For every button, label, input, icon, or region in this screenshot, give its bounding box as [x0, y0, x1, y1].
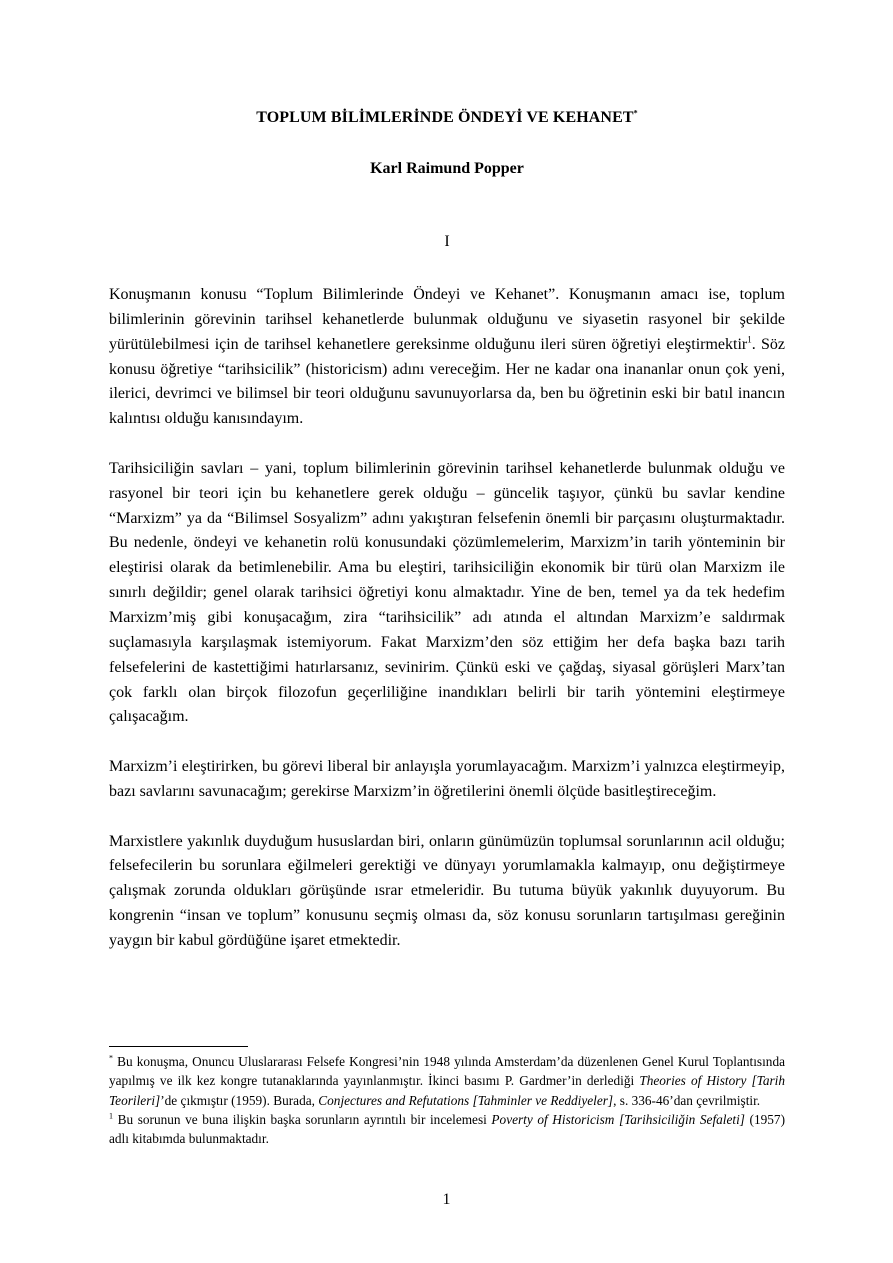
footnote-1-book-title-1: Theories of History [Tarih Teorileri] [109, 1073, 785, 1108]
author-name: Karl Raimund Popper [370, 160, 524, 177]
page-number: 1 [442, 1191, 451, 1208]
section-number: I [444, 233, 450, 250]
paragraph-2: Tarihsiciliğin savları – yani, toplum bilimlerinin görevinin tarihsel kehanetlerde bulunmak olduğu ve rasyonel bir teori için bu kehanetlere gerek olduğu – güncelik taşıyor, çünkü bu savlar kendine “Marxizm” ya da “Bilimsel Sosyalizm” adını yakıştıran felsefenin önemli bir parçasını oluşturmaktadır. Bu nedenle, öndeyi ve kehanetin rolü konusundaki çözümlemelerim, Marxizm’in tarih yönteminin bir eleştirisi olarak da betimlenebilir. Ama bu eleştiri, tarihsiciliğin ekonomik bir türü olan Marxizm ile sınırlı değildir; genel olarak tarihsici öğretiyi konu almaktadır. Yine de ben, temel ya da tek hedefim Marxizm’miş gibi konuşacağım, zira “tarihsicilik” adı atında el altından Marxizm’e saldırmak suçlamasıyla karşılaşmak istemiyorum. Fakat Marxizm’den söz ettiğim her defa başka bazı tarih felsefelerini de kastettiğimi hatırlarsanız, sevinirim. Çünkü eski ve çağdaş, siyasal görüşleri Marx’tan çok farklı olan birçok filozofun geçerliliğine inandıkları belirli bir tarih yöntemini eleştirmeye çalışacağım. [109, 459, 785, 726]
title-footnote-mark: * [633, 108, 638, 118]
paragraph-3: Marxizm’i eleştirirken, bu görevi liberal bir anlayışla yorumlayacağım. Marxizm’i yalnızca eleştirmeyip, bazı savlarını savunacağım; gerekirse Marxizm’in öğretilerini önemli ölçüde basitleştireceğim. [109, 758, 785, 800]
paragraph-1 [109, 283, 785, 432]
footnote-2-text-b: (1957) adlı kitabımda bulunmaktadır. [109, 1111, 785, 1147]
document-title-text: TOPLUM BİLİMLERİNDE ÖNDEYİ VE KEHANET [256, 109, 634, 126]
footnote-1-text-c: , s. 336-46’dan çevrilmiştir. [613, 1092, 761, 1108]
footnote-1-text-b: ’de çıkmıştır (1959). Burada, [160, 1092, 319, 1108]
footnote-2-mark: 1 [109, 1111, 113, 1121]
paragraph-4: Marxistlere yakınlık duyduğum hususlardan biri, onların günümüzün toplumsal sorunlarının acil olduğu; felsefecilerin bu sorunlara eğilmeleri gerektiği ve dünyayı yorumlamakla kalmayıp, onu değiştirmeye çalışmak zorunda oldukları görüşünde ısrar etmeleridir. Bu tutuma büyük yakınlık duyuyorum. Bu kongrenin “insan ve toplum” konusunu seçmiş olması da, söz konusu sorunların tartışılması gereğinin yaygın bir kabul gördüğüne işaret etmektedir. [109, 832, 785, 949]
footnote-separator [109, 1046, 248, 1047]
paragraph-1-text-a: Konuşmanın konusu “Toplum Bilimlerinde Öndeyi ve Kehanet”. Konuşmanın amacı ise, toplum bilimlerinin görevinin tarihsel kehanetlerde bulunmak olduğunu ve siyasetin rasyonel bir şekilde yürütülebilmesi için de tarihsel kehanetlere gereksinme olduğunu ileri süren öğretiyi eleştirmektir [109, 286, 785, 353]
footnote-1-mark: * [109, 1053, 113, 1063]
footnotes [109, 1052, 785, 1148]
footnote-ref-1: 1 [747, 334, 752, 345]
footnote-1-book-title-2: Conjectures and Refutations [Tahminler ve Reddiyeler] [318, 1092, 614, 1108]
paragraph-1-text-b: . Söz konusu öğretiye “tarihsicilik” (historicism) adını vereceğim. Her ne kadar ona inananlar onun çok yeni, ilerici, devrimci ve bilimsel bir teori olduğunu savunuyorlarsa da, ben bu öğretinin eski bir batıl inancın kalıntısı olduğu kanısındayım. [109, 335, 785, 428]
document-title [109, 109, 785, 127]
body-text [109, 283, 785, 979]
footnote-2-text-a: Bu sorunun ve buna ilişkin başka sorunların ayrıntılı bir incelemesi [113, 1111, 492, 1127]
footnote-2-book-title: Poverty of Historicism [Tarihsiciliğin Sefaleti] [491, 1111, 745, 1127]
footnote-1-text-a: Bu konuşma, Onuncu Uluslararası Felsefe Kongresi’nin 1948 yılında Amsterdam’da düzenlenen Genel Kurul Toplantısında yapılmış ve ilk kez kongre tutanaklarında yayınlanmıştır. İkinci basımı P. Gardmer’in derlediği [109, 1054, 785, 1089]
footnote-2 [109, 1110, 785, 1149]
footnote-1 [109, 1052, 785, 1110]
